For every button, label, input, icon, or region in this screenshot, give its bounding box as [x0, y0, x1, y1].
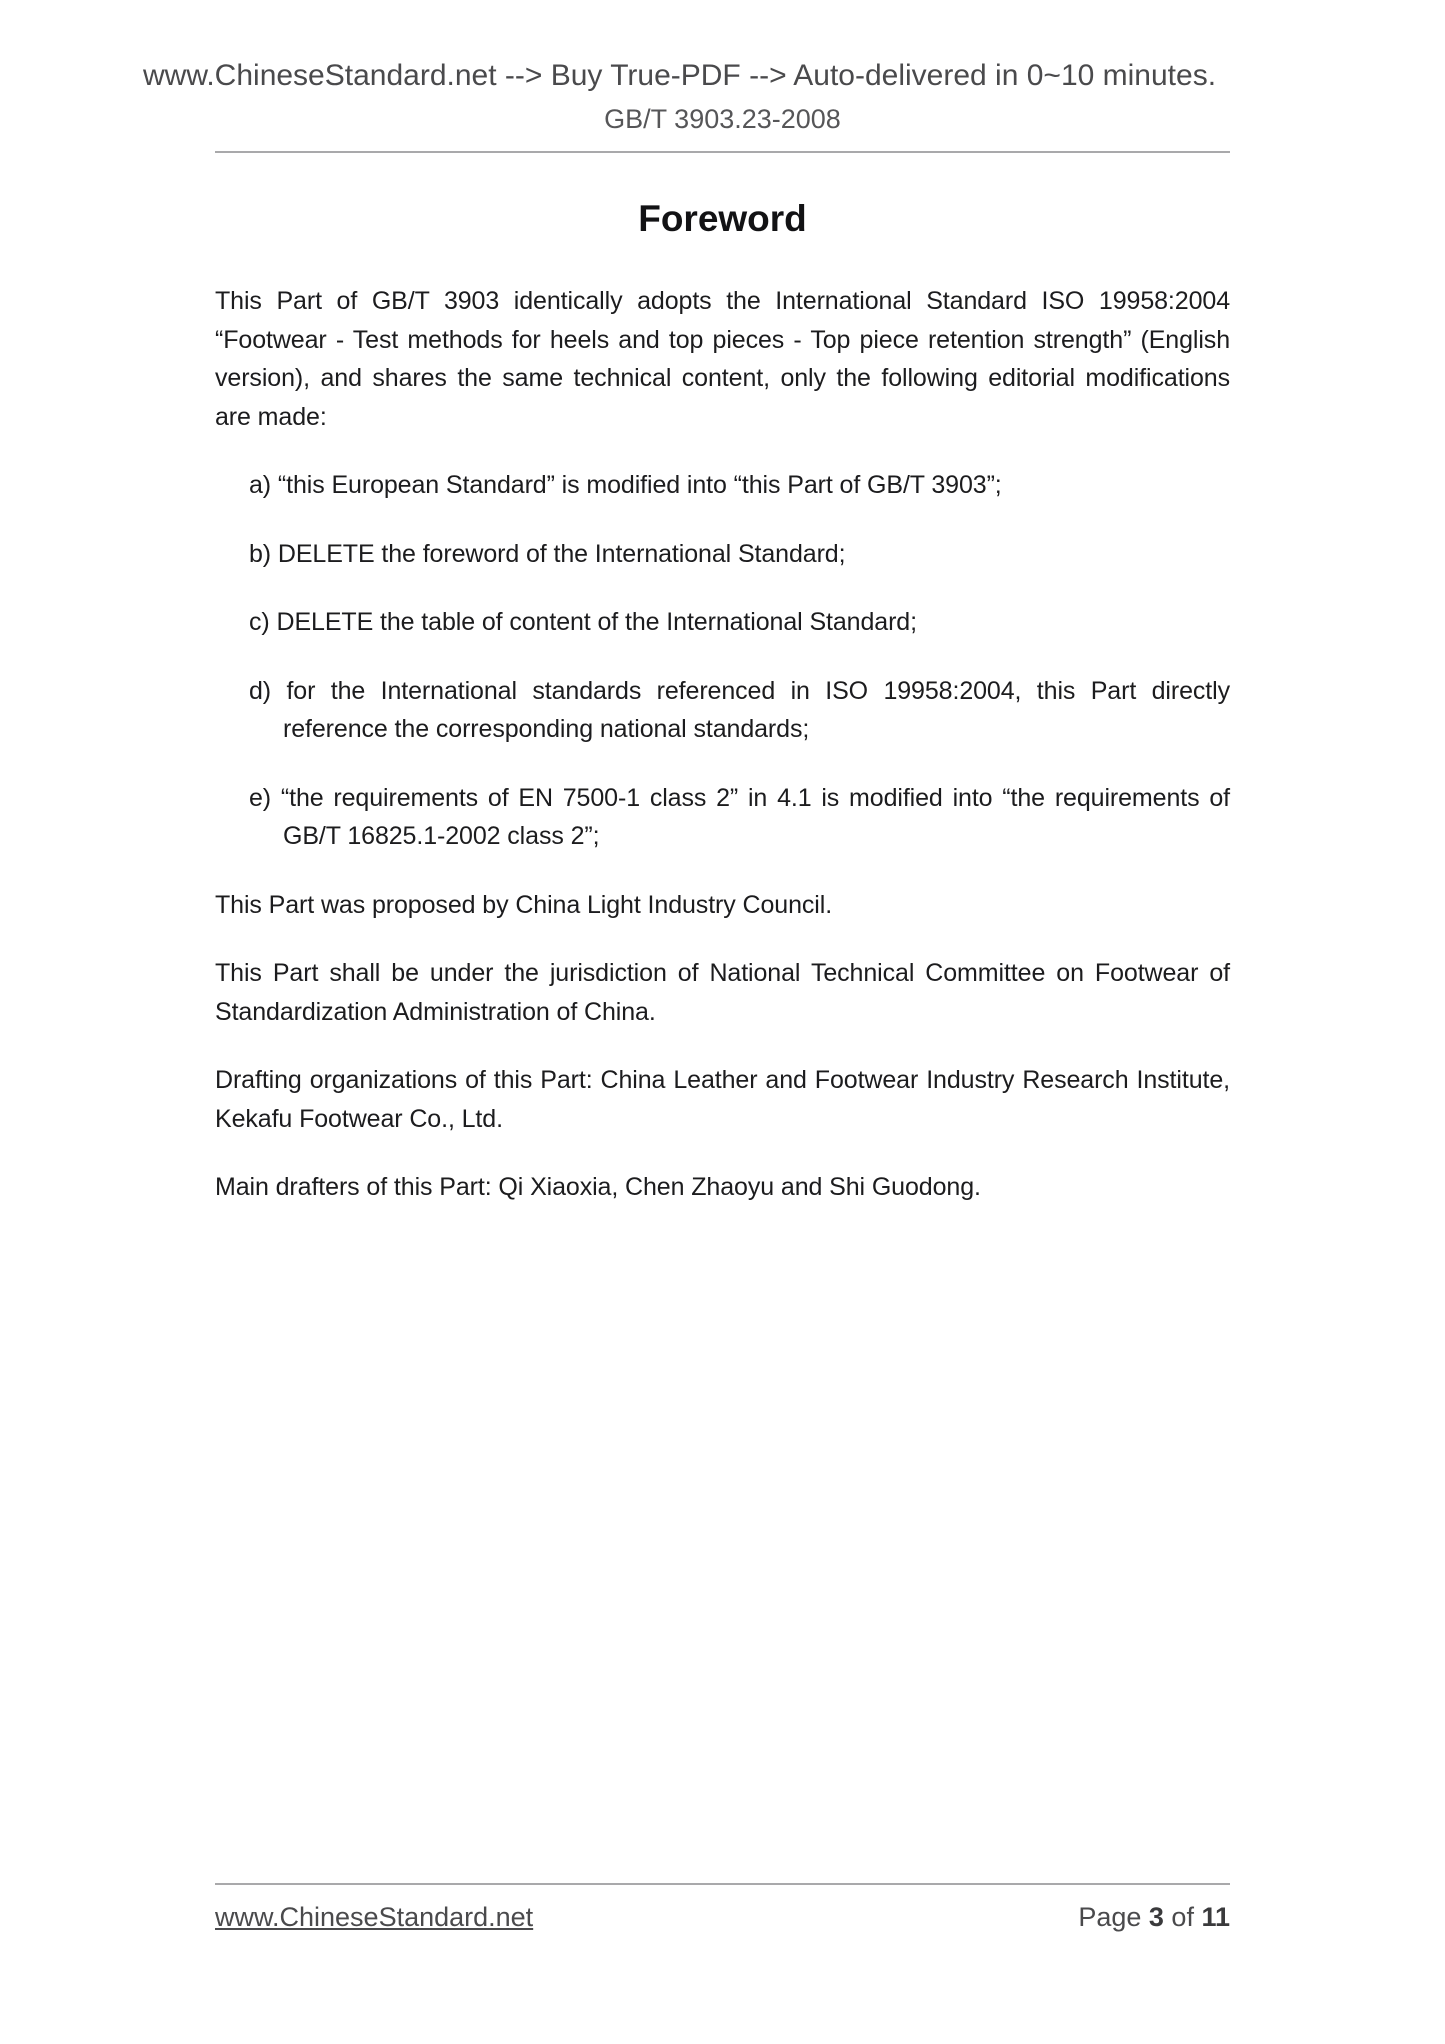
list-item-marker: e) [249, 783, 272, 812]
page-total-number: 11 [1201, 1902, 1230, 1932]
page-current-number: 3 [1148, 1902, 1164, 1932]
list-item [249, 535, 1230, 574]
list-item-text: DELETE the table of content of the International Standard; [276, 608, 917, 636]
footer-site-link[interactable]: www.ChineseStandard.net [215, 1902, 534, 1932]
page-indicator [1078, 1900, 1230, 1934]
document-body [215, 196, 1230, 1237]
list-item [249, 603, 1230, 642]
list-item-marker: d) [249, 676, 272, 705]
footer-divider [215, 1883, 1230, 1885]
header-divider [215, 151, 1230, 153]
list-item [249, 779, 1230, 856]
paragraph: This Part was proposed by China Light Industry Council. [215, 890, 833, 919]
list-item-text: “the requirements of EN 7500-1 class 2” in 4.1 is modified into “the requirements of GB/T 16825.1-2002 class 2”; [280, 783, 1230, 850]
document-number: GB/T 3903.23-2008 [604, 104, 841, 134]
page-footer [215, 1900, 1230, 1934]
list-item-text: for the International standards referenced in ISO 19958:2004, this Part directly reference the corresponding national standards; [283, 676, 1230, 743]
page-word: Page [1078, 1902, 1149, 1932]
paragraph: Drafting organizations of this Part: China Leather and Footwear Industry Research Institute, Kekafu Footwear Co., Ltd. [215, 1066, 1230, 1133]
intro-paragraph: This Part of GB/T 3903 identically adopts the International Standard ISO 19958:2004 “Footwear - Test methods for heels and top pieces - Top piece retention strength” (English version), and shares the same technical content, only the following editorial modifications are made: [215, 287, 1230, 431]
paragraph: This Part shall be under the jurisdiction of National Technical Committee on Footwear of Standardization Administration of China. [215, 959, 1230, 1026]
of-word: of [1163, 1902, 1202, 1932]
modifications-list [215, 466, 1230, 856]
list-item-marker: b) [249, 539, 272, 568]
list-item-text: “this European Standard” is modified into “this Part of GB/T 3903”; [277, 471, 1002, 499]
section-title: Foreword [638, 198, 807, 239]
list-item-text: DELETE the foreword of the International Standard; [277, 539, 846, 568]
list-item-marker: c) [249, 608, 270, 636]
list-item [249, 672, 1230, 749]
list-item [249, 466, 1230, 505]
paragraph: Main drafters of this Part: Qi Xiaoxia, Chen Zhaoyu and Shi Guodong. [215, 1173, 981, 1201]
list-item-marker: a) [249, 471, 272, 499]
header-promo-text: www.ChineseStandard.net --> Buy True-PDF --> Auto-delivered in 0~10 minutes. [143, 59, 1217, 92]
